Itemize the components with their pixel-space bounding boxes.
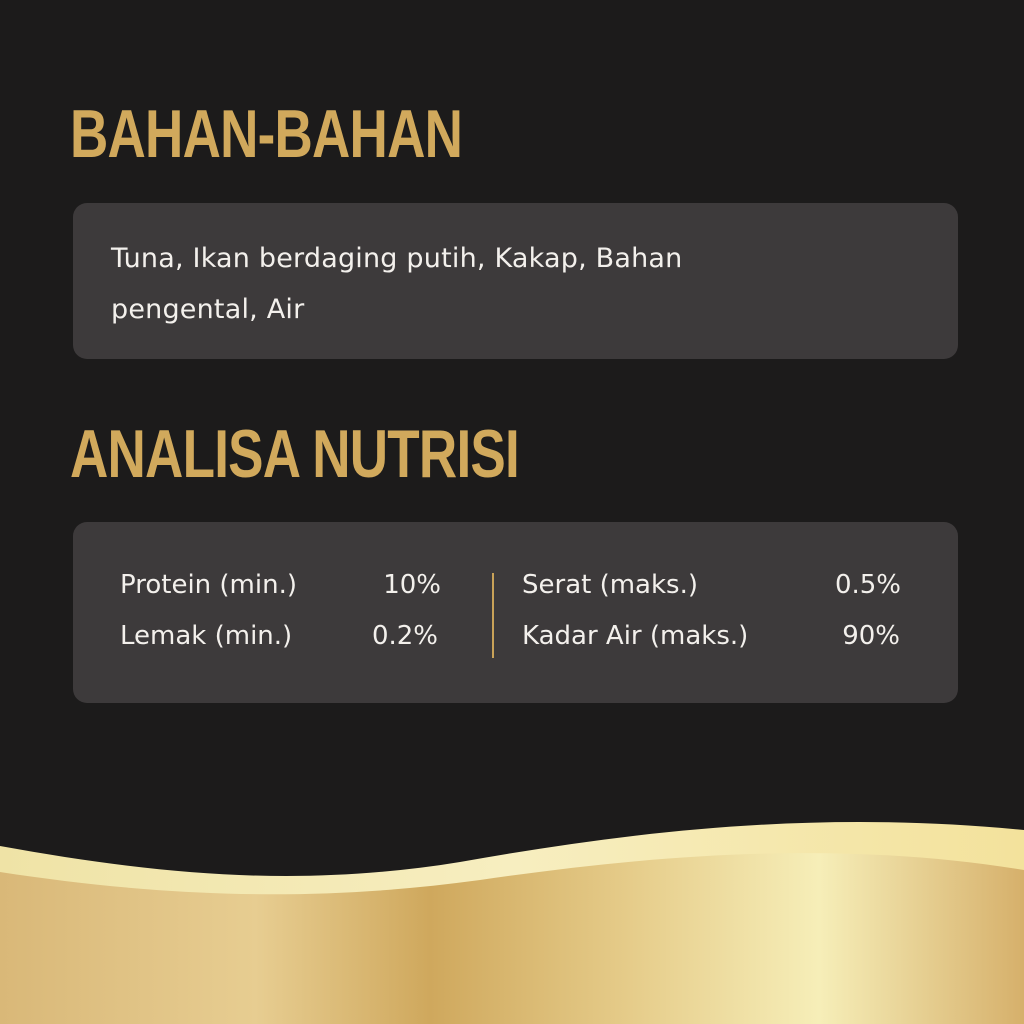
moisture-label: Kadar Air (maks.) <box>522 621 749 651</box>
fat-value: 0.2% <box>371 621 438 651</box>
moisture-value: 90% <box>842 621 900 651</box>
fat-label: Lemak (min.) <box>120 621 293 651</box>
protein-label: Protein (min.) <box>120 570 297 600</box>
fiber-value: 0.5% <box>834 570 901 600</box>
ingredients-text: Tuna, Ikan berdaging putih, Kakap, Bahan pengental, Air <box>111 243 683 325</box>
nutrition-card <box>73 522 958 703</box>
protein-value: 10% <box>383 570 441 600</box>
fiber-label: Serat (maks.) <box>522 570 698 600</box>
ingredients-heading: BAHAN-BAHAN <box>70 96 463 172</box>
column-divider <box>492 573 494 658</box>
gold-wave-decoration <box>0 810 1024 1024</box>
nutrition-heading: ANALISA NUTRISI <box>70 416 519 492</box>
ingredients-card <box>73 203 958 359</box>
